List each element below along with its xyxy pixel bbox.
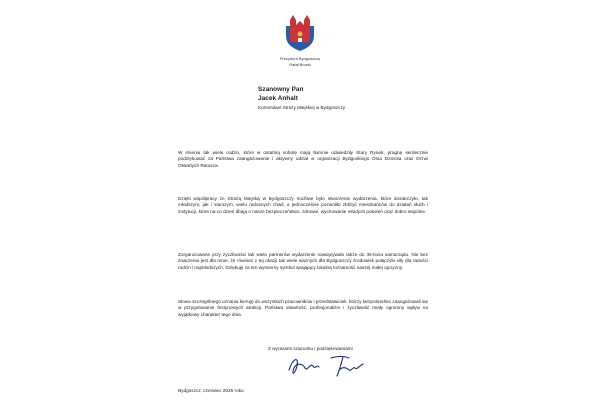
issuer-name: Rafał Bruski [289,62,311,67]
closing-line: Z wyrazami szacunku i podziękowaniami [268,346,353,351]
addressee-name: Jacek Anhalt [258,95,298,102]
letter-paragraph-3: Zorganizowane przy życzliwości tak wielu partnerów wydarzenie nawiązywało także do 35-lecia samorządu. Nie bez znaczenia jest dla mnie, że również z tej okazji tak wiele ważnych dla Bydgoszczy środowisk połączyło siły dla radości rodzin i najmłodszych. Dziękuję za ten wymierny symbol spajający lokalną tożsamość naszej małej ojczyzny. [178,252,428,270]
issuer-office: Prezydent Bydgoszczy [279,56,321,61]
signature-icon [285,352,370,380]
issuer-block [220,56,380,68]
letter-paragraph-1: W imieniu tak wielu rodzin, które w ostatnią sobotę mają tłumnie odwiedziły Stary Rynek, pragnę serdecznie podziękować za Państwa zaangażowanie i aktywny udział w organizacji Bydgoskiego Dnia Dziecka oraz Drzwi Otwartych Ratusza. [178,150,428,168]
letter-paragraph-2: Dzięki współpracy ze Strażą Miejską w Bydgoszczy możliwe było stworzenie wydarzenia, które dostarczyło, tak młodszym, jak i starszym, wielu radosnych chwil, a jednocześnie pozwoliło zbliżyć mieszkańców do działań służb i instytucji, które na co dzień dbają o nasze bezpieczeństwo, zdrowie, wychowanie młodych pokoleń oraz dobro wspólne. [178,196,428,214]
addressee-block [258,85,458,112]
addressee-title: Komendant Straży Miejskiej w Bydgoszczy [258,105,346,110]
salutation: Szanowny Pan [258,86,304,93]
place-date: Bydgoszcz, czerwiec 2025 roku [178,388,244,393]
bydgoszcz-coat-of-arms-icon [284,12,316,52]
letter-paragraph-4: Słowa szczególnego uznania kieruję do wszystkich pracowników i przedstawicieli, którzy bezpośrednio zaangażowali się w przygotowanie festynowych atrakcji. Państwa otwartość, profesjonalizm i życzliwość miały ogromny wpływ na wyjątkowy charakter tego dnia. [178,299,428,317]
